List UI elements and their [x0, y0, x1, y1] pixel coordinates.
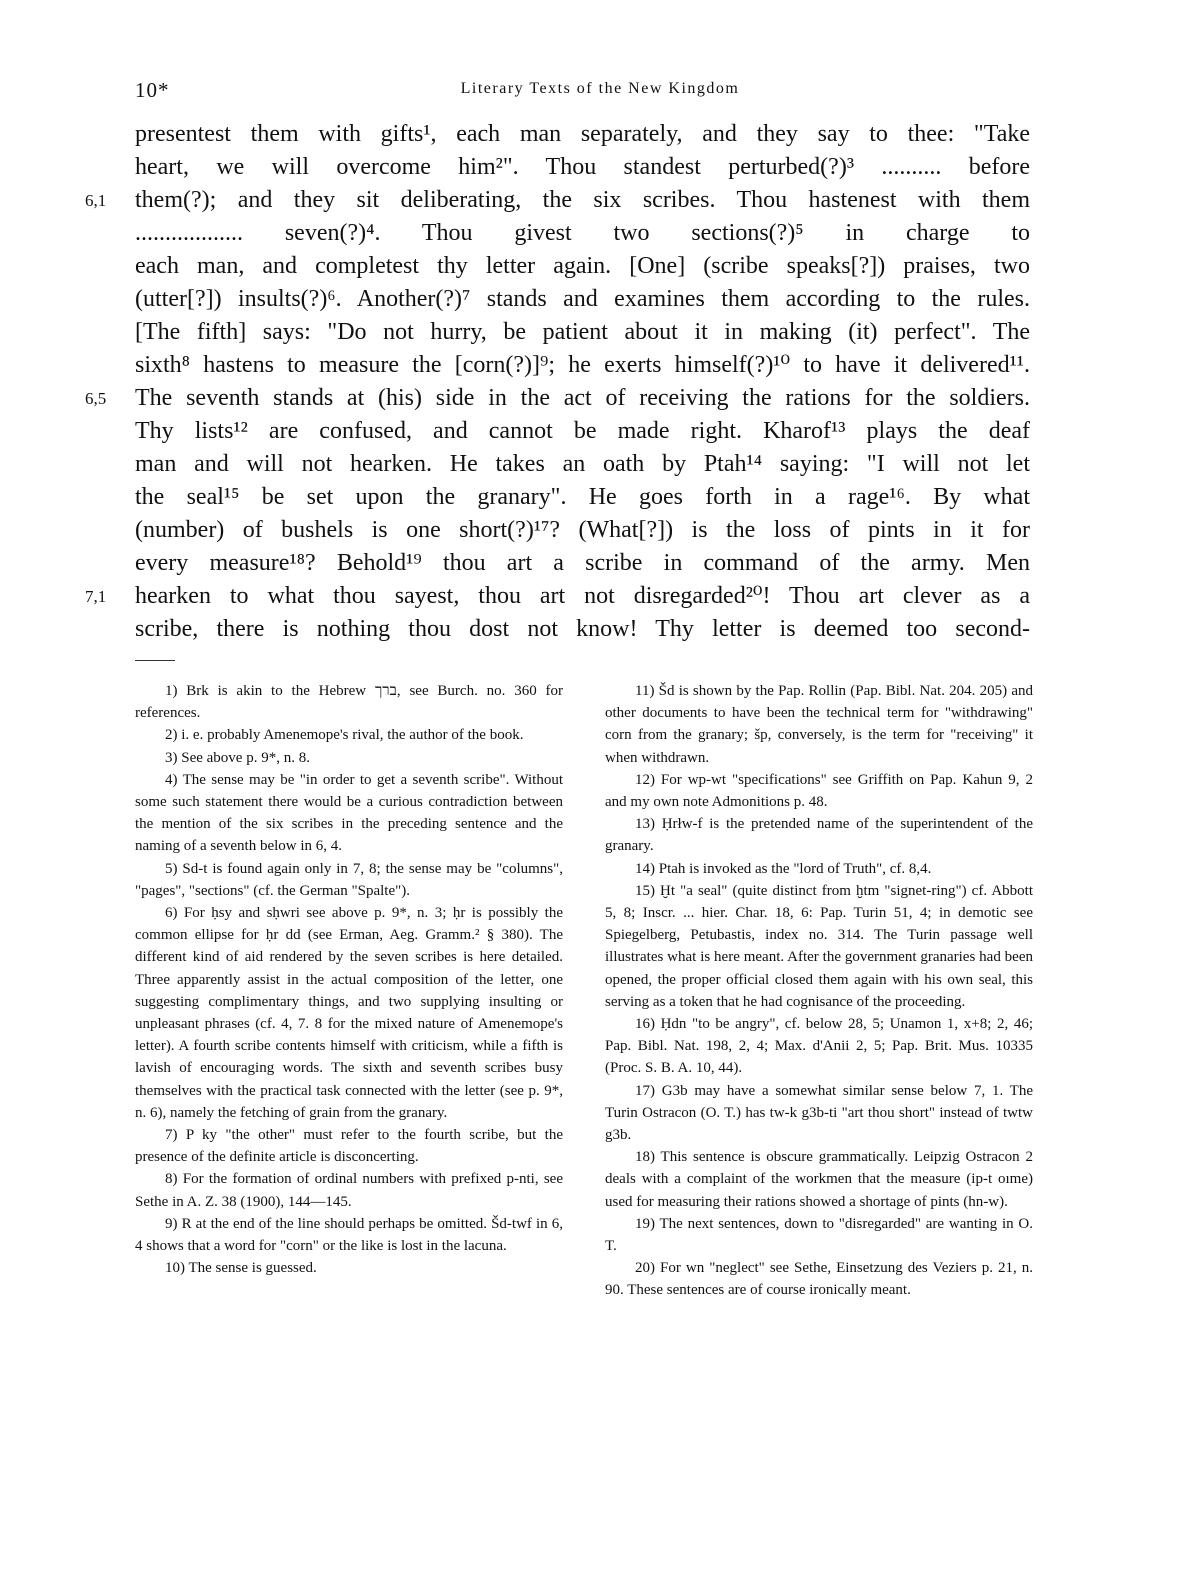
- footnote: 16) Ḥdn "to be angry", cf. below 28, 5; Unamon 1, x+8; 2, 46; Pap. Bibl. Nat. 198, 2, 4; Max. d'Anii 2, 5; Pap. Brit. Mus. 10335 (Proc. S. B. A. 10, 44).: [605, 1016, 1033, 1077]
- text-line: [135, 250, 1030, 283]
- line-text: the seal¹⁵ be set upon the granary". He goes forth in a rage¹⁶. By what: [135, 484, 1030, 510]
- footnote: 4) The sense may be "in order to get a seventh scribe". Without some such statement there would be a curious contradiction between the mention of the six scribes in the preceding sentence and the naming of a seventh below in 6, 4.: [135, 771, 563, 855]
- text-line: [135, 481, 1030, 514]
- footnote: 2) i. e. probably Amenemope's rival, the author of the book.: [165, 727, 524, 744]
- text-line: [135, 316, 1030, 349]
- line-text: (number) of bushels is one short(?)¹⁷? (What[?]) is the loss of pints in it for: [135, 517, 1030, 543]
- footnote: 11) Šd is shown by the Pap. Rollin (Pap. Bibl. Nat. 204. 205) and other documents to have been the technical term for "withdrawing" corn from the granary; šp, conversely, is the term for "receiving" it when withdrawn.: [605, 683, 1033, 766]
- line-text: sixth⁸ hastens to measure the [corn(?)]⁹; he exerts himself(?)¹⁰ to have it delivered¹¹.: [135, 352, 1030, 378]
- footnote-column-right: [605, 680, 1033, 1302]
- footnote: 3) See above p. 9*, n. 8.: [165, 749, 310, 766]
- text-line: [85, 184, 1030, 217]
- text-line: [135, 151, 1030, 184]
- line-text: The seventh stands at (his) side in the act of receiving the rations for the soldiers.: [135, 385, 1030, 411]
- page-header: [135, 78, 1065, 102]
- line-marker: 6,5: [85, 389, 107, 408]
- footnote: 10) The sense is guessed.: [165, 1260, 317, 1277]
- line-marker: 7,1: [85, 587, 107, 606]
- footnote: 15) Ḫt "a seal" (quite distinct from ḫtm "signet-ring") cf. Abbott 5, 8; Inscr. ... hier. Char. 18, 6: Pap. Turin 51, 4; in demotic see Spiegelberg, Petubastis, index no. 314. The Turin passage well illustrates what is here meant. After the government granaries had been opened, the proper official closed them again with his own seal, this serving as a token that he had cognisance of the proceeding.: [605, 882, 1033, 1010]
- footnote: 1) Brk is akin to the Hebrew ברך, see Burch. no. 360 for references.: [135, 683, 563, 722]
- footnote-rule: [135, 660, 175, 661]
- line-text: Thy lists¹² are confused, and cannot be made right. Kharof¹³ plays the deaf: [135, 418, 1030, 444]
- text-line: [85, 382, 1030, 415]
- text-line: [135, 613, 1030, 646]
- footnote: 19) The next sentences, down to "disregarded" are wanting in O. T.: [605, 1215, 1033, 1255]
- line-text: presentest them with gifts¹, each man separately, and they say to thee: "Take: [135, 121, 1030, 147]
- line-text: them(?); and they sit deliberating, the six scribes. Thou hastenest with them: [135, 187, 1030, 213]
- text-line: [135, 514, 1030, 547]
- line-text: [The fifth] says: "Do not hurry, be patient about it in making (it) perfect". The: [135, 319, 1030, 345]
- footnote: 8) For the formation of ordinal numbers with prefixed p-nti, see Sethe in A. Z. 38 (1900), 144—145.: [135, 1171, 563, 1210]
- footnote: 7) P ky "the other" must refer to the fourth scribe, but the presence of the definite article is disconcerting.: [135, 1127, 563, 1166]
- footnote: 12) For wp-wt "specifications" see Griffith on Pap. Kahun 9, 2 and my own note Admonitions p. 48.: [605, 771, 1033, 811]
- footnote: 13) Ḥrłw-f is the pretended name of the superintendent of the granary.: [605, 816, 1033, 855]
- footnote: 14) Ptah is invoked as the "lord of Truth", cf. 8,4.: [635, 860, 932, 877]
- line-text: scribe, there is nothing thou dost not know! Thy letter is deemed too second-: [135, 616, 1030, 642]
- main-text: [85, 118, 1030, 646]
- footnote: 6) For ḥsy and sḥwri see above p. 9*, n. 3; ḥr is possibly the common ellipse for ḥr dd (see Erman, Aeg. Gramm.² § 380). The different kind of aid rendered by the seven scribes is here detailed. Three apparently assist in the actual composition of the letter, one suggesting complimentary things, and two supplying insulting or unpleasant phrases (cf. 4, 7. 8 for the mixed nature of Amenemope's letter). A fourth scribe contents himself with criticism, while a fifth is lavish of encouraging words. The sixth and seventh scribes busy themselves with the practical task connected with the letter (see p. 9*, n. 6), namely the fetching of grain from the granary.: [135, 905, 563, 1121]
- footnote: 18) This sentence is obscure grammatically. Leipzig Ostracon 2 deals with a complaint of the workmen that the measure (ip-t oıme) used for measuring their rations showed a shortage of pints (hn-w).: [605, 1149, 1033, 1210]
- footnote-column-left: [135, 680, 563, 1279]
- footnote: 17) G3b may have a somewhat similar sense below 7, 1. The Turin Ostracon (O. T.) has tw-k g3b-ti "art thou short" instead of twtw g3b.: [605, 1082, 1033, 1144]
- text-line: [135, 118, 1030, 151]
- text-line: [135, 217, 1030, 250]
- line-text: hearken to what thou sayest, thou art not disregarded²⁰! Thou art clever as a: [135, 583, 1030, 609]
- text-line: [85, 580, 1030, 613]
- line-marker: 6,1: [85, 191, 107, 210]
- line-text: man and will not hearken. He takes an oath by Ptah¹⁴ saying: "I will not let: [135, 451, 1030, 477]
- text-line: [135, 283, 1030, 316]
- footnote: 5) Sd-t is found again only in 7, 8; the sense may be "columns", "pages", "sections" (cf. the German "Spalte").: [135, 860, 563, 899]
- footnote: 20) For wn "neglect" see Sethe, Einsetzung des Veziers p. 21, n. 90. These sentences are of course ironically meant.: [605, 1260, 1033, 1299]
- line-text: each man, and completest thy letter again. [One] (scribe speaks[?]) praises, two: [135, 253, 1030, 279]
- page-number: 10*: [135, 78, 170, 102]
- text-line: [135, 415, 1030, 448]
- line-text: heart, we will overcome him²". Thou standest perturbed(?)³ .......... before: [135, 154, 1030, 180]
- line-text: (utter[?]) insults(?)⁶. Another(?)⁷ stands and examines them according to the rules.: [135, 286, 1030, 312]
- line-text: .................. seven(?)⁴. Thou givest two sections(?)⁵ in charge to: [135, 220, 1030, 246]
- text-line: [135, 349, 1030, 382]
- footnote: 9) R at the end of the line should perhaps be omitted. Šd-twf in 6, 4 shows that a word for "corn" or the like is lost in the lacuna.: [135, 1215, 563, 1255]
- line-text: every measure¹⁸? Behold¹⁹ thou art a scribe in command of the army. Men: [135, 550, 1030, 576]
- text-line: [135, 547, 1030, 580]
- text-line: [135, 448, 1030, 481]
- running-title: Literary Texts of the New Kingdom: [460, 80, 740, 97]
